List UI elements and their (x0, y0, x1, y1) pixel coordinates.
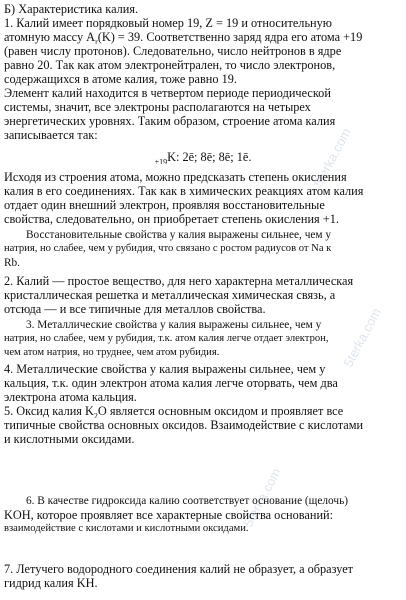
watermark: 5terka.com (310, 125, 354, 190)
text-line: Исходя из строения атома, можно предсказать степень окисления (4, 170, 347, 184)
text-line: калия в его соединениях. Так как в химических реакциях атом калия (4, 184, 364, 198)
text-line: отдает один внешний электрон, проявляя восстановительные (4, 198, 325, 212)
text-line: взаимодействие с кислотами и кислотными оксидами. (4, 523, 249, 534)
text-line: Rb. (4, 257, 21, 269)
atom-structure-formula: $_{+19}$K: 2ē; 8ē; 8ē; 1ē. (154, 150, 252, 164)
text-line: энергетических уровнях. Таким образом, строение атома калия (4, 114, 336, 128)
text-line: 6. В качестве гидроксида калию соответствует основание (щелочь) (26, 495, 348, 507)
text-line: равно 20. Так как атом электронейтрален, то число электронов, (4, 58, 336, 72)
watermark: 5terka.com (240, 465, 284, 530)
text-line: атомную массу $A_r(K) = 39$. Соответственно заряд ядра его атома +19 (4, 30, 363, 44)
text-line: натрия, но слабее, чем у рубидия, т.к. атом калия легче отдает электрон, (4, 333, 329, 344)
text-line: 5. Оксид калия $K_2O$ является основным оксидом и проявляет все (4, 404, 344, 418)
text-line: 1. Калий имеет порядковый номер 19, Z = 19 и относительную (4, 16, 332, 30)
text-line: 2. Калий — простое вещество, для него характерна металлическая (4, 274, 354, 288)
section-heading: Б) Характеристика калия. (4, 2, 139, 16)
text-line: натрия, но слабее, чем у рубидия, что связано с ростом радиусов от Na к (4, 243, 332, 254)
watermark: 5terka.com (340, 305, 384, 370)
text-line: отсюда — и все типичные для металлов свойства. (4, 302, 266, 316)
text-line: Восстановительные свойства у калия выражены сильнее, чем у (26, 229, 332, 241)
text-line: системы, значит, все электроны располагаются на четырех (4, 100, 311, 114)
text-line: кальция, т.к. один электрон атома калия легче оторвать, чем два (4, 376, 338, 390)
text-line: 3. Металлические свойства у калия выражены сильнее, чем у (26, 319, 322, 331)
text-line: электрона атома кальция. (4, 390, 137, 404)
text-line: записывается так: (4, 128, 98, 142)
text-line: гидрид калия KH. (4, 576, 98, 590)
text-line: (равен числу протонов). Следовательно, число нейтронов в ядре (4, 44, 342, 58)
text-line: типичные свойства основных оксидов. Взаимодействие с кислотами (4, 418, 364, 432)
text-line: 4. Металлические свойства у калия выражены сильнее, чем у (4, 362, 326, 376)
text-line: 7. Летучего водородного соединения калий не образует, а образует (4, 562, 354, 576)
text-line: свойства, следовательно, он приобретает степень окисления +1. (4, 212, 339, 226)
text-line: чем атом натрия, но труднее, чем атом рубидия. (4, 347, 220, 358)
text-line: KOH, которое проявляет все характерные свойства оснований: (4, 508, 334, 522)
text-line: Элемент калий находится в четвертом периоде периодической (4, 86, 331, 100)
text-line: содержащихся в атоме калия, тоже равно 19. (4, 72, 237, 86)
text-line: и кислотными оксидами. (4, 432, 135, 446)
text-line: кристаллическая решетка и металлическая химическая связь, а (4, 288, 336, 302)
